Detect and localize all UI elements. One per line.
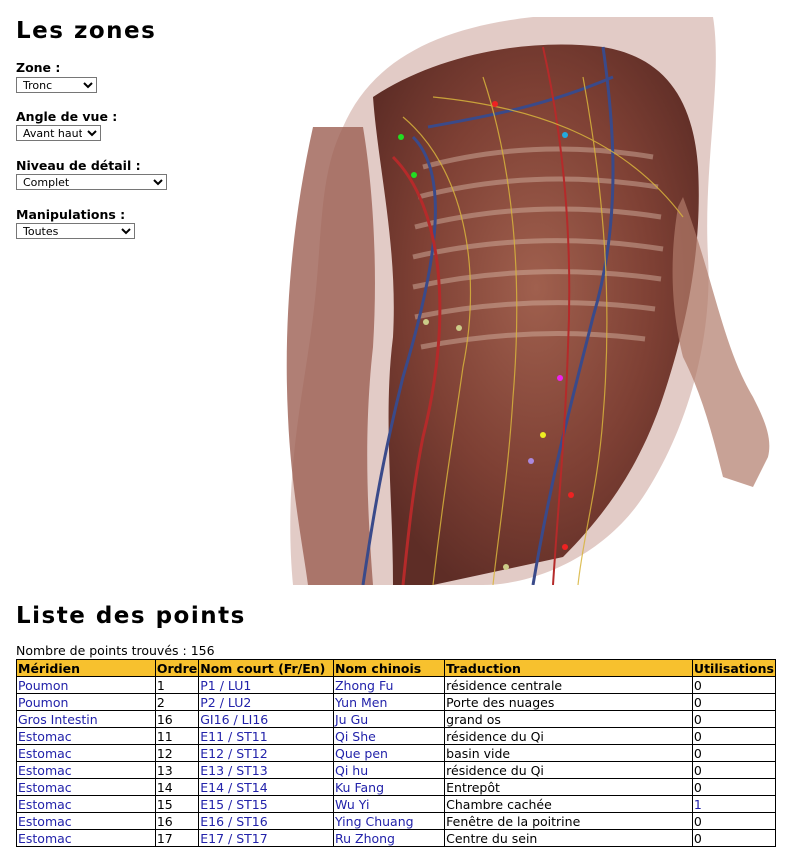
cell-utilisations: 0 [692,728,775,745]
cell-nom-chinois-link[interactable]: Ku Fang [334,779,385,795]
cell-traduction: résidence du Qi [445,762,693,779]
cell-nom-court-link[interactable]: P1 / LU1 [200,677,252,693]
cell-nom-chinois [333,677,444,694]
cell-nom-chinois [333,779,444,796]
cell-nom-chinois-link[interactable]: Qi hu [334,762,369,778]
cell-traduction: grand os [445,711,693,728]
cell-nom-chinois [333,711,444,728]
cell-ordre: 16 [155,711,198,728]
points-heading: Liste des points [16,603,246,629]
cell-nom-court-link[interactable]: E13 / ST13 [200,762,268,778]
cell-nom-chinois [333,762,444,779]
cell-nom-chinois [333,745,444,762]
torso-figure [287,17,770,585]
cell-nom-court [199,779,334,796]
cell-utilisations: 0 [692,813,775,830]
cell-nom-court-link[interactable]: E12 / ST12 [200,745,268,761]
points-table [16,659,776,847]
angle-select[interactable] [16,125,101,141]
cell-nom-court-link[interactable]: E14 / ST14 [200,779,268,795]
cell-traduction: basin vide [445,745,693,762]
cell-traduction: Porte des nuages [445,694,693,711]
cell-nom-court-link[interactable]: E16 / ST16 [200,813,268,829]
cell-ordre: 16 [155,813,198,830]
cell-utilisations: 0 [692,779,775,796]
cell-nom-chinois-link[interactable]: Qi She [334,728,376,744]
cell-meridien [17,813,156,830]
cell-meridien [17,830,156,847]
cell-nom-chinois-link[interactable]: Zhong Fu [334,677,394,693]
cell-nom-court-link[interactable]: E15 / ST15 [200,796,268,812]
table-row [17,813,776,830]
cell-meridien [17,779,156,796]
cell-traduction: Centre du sein [445,830,693,847]
cell-nom-chinois-link[interactable]: Yun Men [334,694,388,710]
cell-nom-court-link[interactable]: E11 / ST11 [200,728,268,744]
cell-nom-court [199,813,334,830]
col-nom-chinois[interactable]: Nom chinois [333,660,444,677]
cell-nom-chinois [333,728,444,745]
manipulations-select[interactable] [16,223,135,239]
anatomy-illustration[interactable] [283,17,773,585]
table-row [17,677,776,694]
cell-meridien-link[interactable]: Poumon [18,677,69,693]
cell-nom-court [199,677,334,694]
cell-utilisations: 0 [692,762,775,779]
cell-utilisations: 0 [692,711,775,728]
cell-traduction: Entrepôt [445,779,693,796]
cell-nom-court-link[interactable]: E17 / ST17 [200,830,268,846]
cell-meridien [17,796,156,813]
cell-meridien [17,694,156,711]
cell-nom-court-link[interactable]: GI16 / LI16 [200,711,269,727]
cell-traduction: Chambre cachée [445,796,693,813]
cell-nom-chinois-link[interactable]: Ju Gu [334,711,369,727]
table-row [17,762,776,779]
zones-heading: Les zones [16,18,157,44]
cell-ordre: 12 [155,745,198,762]
table-row [17,694,776,711]
cell-meridien [17,711,156,728]
cell-ordre: 1 [155,677,198,694]
table-row [17,796,776,813]
cell-meridien-link[interactable]: Estomac [18,779,72,795]
cell-meridien [17,762,156,779]
cell-meridien-link[interactable]: Estomac [18,813,72,829]
table-row [17,830,776,847]
manipulations-label: Manipulations : [16,207,126,222]
cell-meridien-link[interactable]: Estomac [18,830,72,846]
cell-meridien [17,677,156,694]
cell-nom-chinois-link[interactable]: Ying Chuang [334,813,414,829]
col-nom-court[interactable]: Nom court (Fr/En) [199,660,334,677]
table-row [17,711,776,728]
cell-ordre: 2 [155,694,198,711]
cell-meridien-link[interactable]: Estomac [18,796,72,812]
angle-label: Angle de vue : [16,109,118,124]
cell-nom-chinois [333,694,444,711]
cell-traduction: résidence du Qi [445,728,693,745]
cell-meridien [17,728,156,745]
cell-meridien-link[interactable]: Poumon [18,694,69,710]
cell-utilisations: 0 [692,830,775,847]
cell-nom-chinois-link[interactable]: Ru Zhong [334,830,395,846]
cell-nom-chinois [333,830,444,847]
cell-nom-chinois-link[interactable]: Que pen [334,745,388,761]
cell-utilisations: 0 [692,694,775,711]
cell-nom-chinois [333,813,444,830]
cell-utilisations [692,796,775,813]
table-row [17,745,776,762]
cell-nom-court [199,762,334,779]
points-table-header [17,660,776,677]
cell-nom-court [199,796,334,813]
cell-nom-chinois [333,796,444,813]
points-count: Nombre de points trouvés : 156 [16,643,215,658]
detail-select[interactable] [16,174,167,190]
cell-meridien-link[interactable]: Estomac [18,728,72,744]
cell-nom-court [199,745,334,762]
cell-ordre: 11 [155,728,198,745]
cell-utilisations: 0 [692,677,775,694]
cell-nom-court-link[interactable]: P2 / LU2 [200,694,252,710]
cell-ordre: 13 [155,762,198,779]
cell-utilisations-link[interactable]: 1 [693,796,702,812]
cell-meridien [17,745,156,762]
cell-nom-court [199,728,334,745]
cell-meridien-link[interactable]: Estomac [18,745,72,761]
cell-nom-court [199,694,334,711]
col-ordre[interactable]: Ordre [156,660,198,676]
cell-traduction: résidence centrale [445,677,693,694]
zone-select[interactable] [16,77,97,93]
cell-ordre: 17 [155,830,198,847]
cell-meridien-link[interactable]: Gros Intestin [18,711,98,727]
cell-traduction: Fenêtre de la poitrine [445,813,693,830]
cell-nom-court [199,711,334,728]
col-traduction[interactable]: Traduction [445,660,693,677]
zone-label: Zone : [16,60,61,75]
cell-meridien-link[interactable]: Estomac [18,762,72,778]
table-row [17,779,776,796]
cell-nom-chinois-link[interactable]: Wu Yi [334,796,370,812]
col-utilisations[interactable]: Utilisations [693,660,774,676]
cell-ordre: 15 [155,796,198,813]
cell-utilisations: 0 [692,745,775,762]
cell-ordre: 14 [155,779,198,796]
cell-nom-court [199,830,334,847]
col-meridien[interactable]: Méridien [17,660,156,677]
table-row [17,728,776,745]
detail-label: Niveau de détail : [16,158,141,173]
